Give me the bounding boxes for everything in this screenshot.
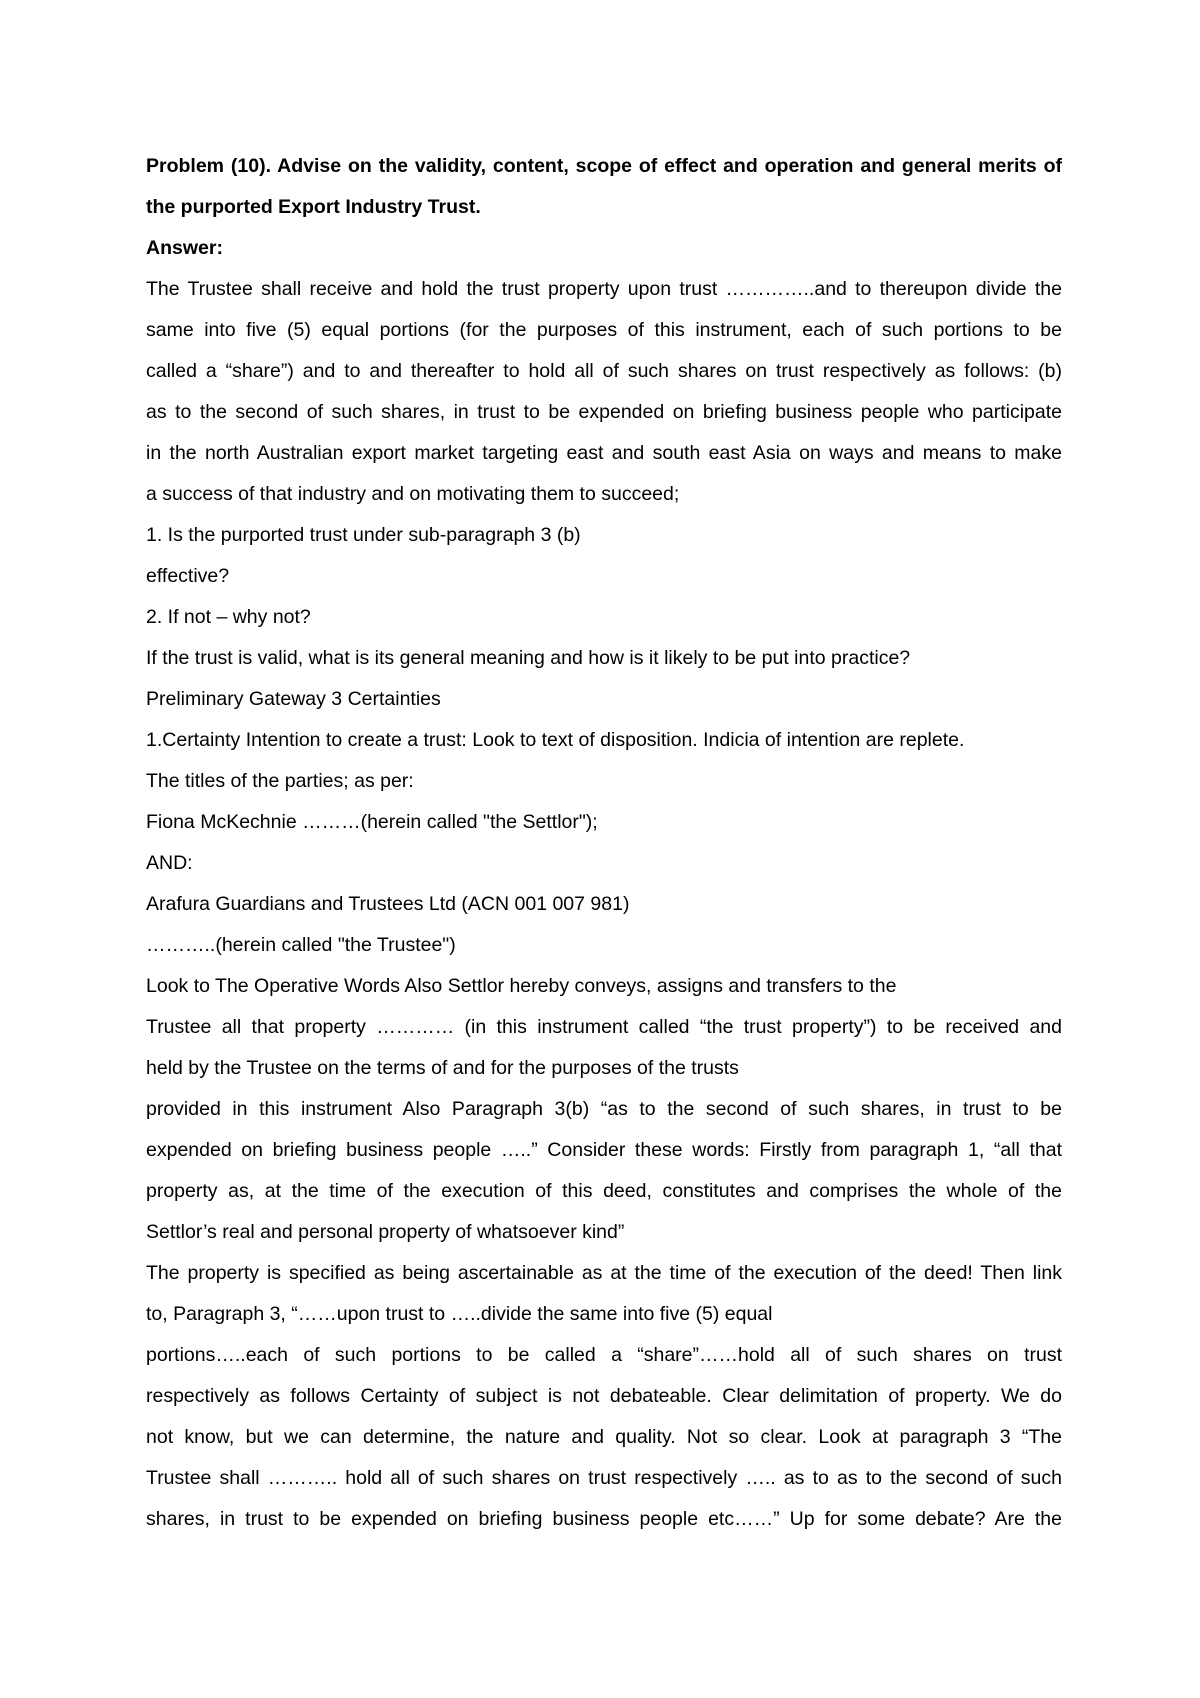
text-line: The titles of the parties; as per: [146, 770, 414, 792]
text-line: the purported Export Industry Trust. [146, 196, 481, 218]
document-body [146, 146, 1062, 1540]
text-line: AND: [146, 852, 193, 874]
text-line: as to the second of such shares, in trust to be expended on briefing business people who participate [146, 401, 1062, 423]
text-line: held by the Trustee on the terms of and for the purposes of the trusts [146, 1057, 739, 1079]
text-line: Trustee all that property ………… (in this instrument called “the trust property”) to be received and [146, 1016, 1062, 1038]
text-line: effective? [146, 565, 230, 587]
text-line: 1.Certainty Intention to create a trust: Look to text of disposition. Indicia of intention are replete. [146, 729, 965, 751]
text-line: Settlor’s real and personal property of whatsoever kind” [146, 1221, 625, 1243]
text-line: in the north Australian export market targeting east and south east Asia on ways and means to make [146, 442, 1062, 464]
text-line: 1. Is the purported trust under sub-paragraph 3 (b) [146, 524, 581, 546]
text-line: respectively as follows Certainty of subject is not debateable. Clear delimitation of property. We do [146, 1385, 1062, 1407]
text-line: not know, but we can determine, the nature and quality. Not so clear. Look at paragraph 3 “The [146, 1426, 1062, 1448]
text-line: portions…..each of such portions to be called a “share”……hold all of such shares on trust [146, 1344, 1062, 1366]
text-line: same into five (5) equal portions (for the purposes of this instrument, each of such portions to be [146, 319, 1062, 341]
text-line: Preliminary Gateway 3 Certainties [146, 688, 441, 710]
text-line: The Trustee shall receive and hold the trust property upon trust …………..and to thereupon divide the [146, 278, 1062, 300]
text-line: ………..(herein called "the Trustee") [146, 934, 456, 956]
text-line: Trustee shall ……….. hold all of such shares on trust respectively ….. as to as to the second of such [146, 1467, 1062, 1489]
text-line: provided in this instrument Also Paragraph 3(b) “as to the second of such shares, in trust to be [146, 1098, 1062, 1120]
text-line: property as, at the time of the execution of this deed, constitutes and comprises the whole of the [146, 1180, 1062, 1202]
text-line: Fiona McKechnie ………(herein called "the Settlor"); [146, 811, 598, 833]
text-line: The property is specified as being ascertainable as at the time of the execution of the deed! Then link [146, 1262, 1062, 1284]
text-line: Look to The Operative Words Also Settlor hereby conveys, assigns and transfers to the [146, 975, 897, 997]
text-line: expended on briefing business people …..” Consider these words: Firstly from paragraph 1, “all that [146, 1139, 1062, 1161]
text-line: called a “share”) and to and thereafter to hold all of such shares on trust respectively as follows: (b) [146, 360, 1062, 382]
text-line: shares, in trust to be expended on briefing business people etc……” Up for some debate? Are the [146, 1508, 1062, 1530]
answer-heading: Answer: [146, 237, 223, 259]
text-line: to, Paragraph 3, “……upon trust to …..divide the same into five (5) equal [146, 1303, 773, 1325]
text-line: 2. If not – why not? [146, 606, 311, 628]
text-line: If the trust is valid, what is its general meaning and how is it likely to be put into practice? [146, 647, 911, 669]
text-line: a success of that industry and on motivating them to succeed; [146, 483, 680, 505]
problem-heading: Problem (10). Advise on the validity, content, scope of effect and operation and general merits of [146, 155, 1062, 177]
text-line: Arafura Guardians and Trustees Ltd (ACN 001 007 981) [146, 893, 630, 915]
